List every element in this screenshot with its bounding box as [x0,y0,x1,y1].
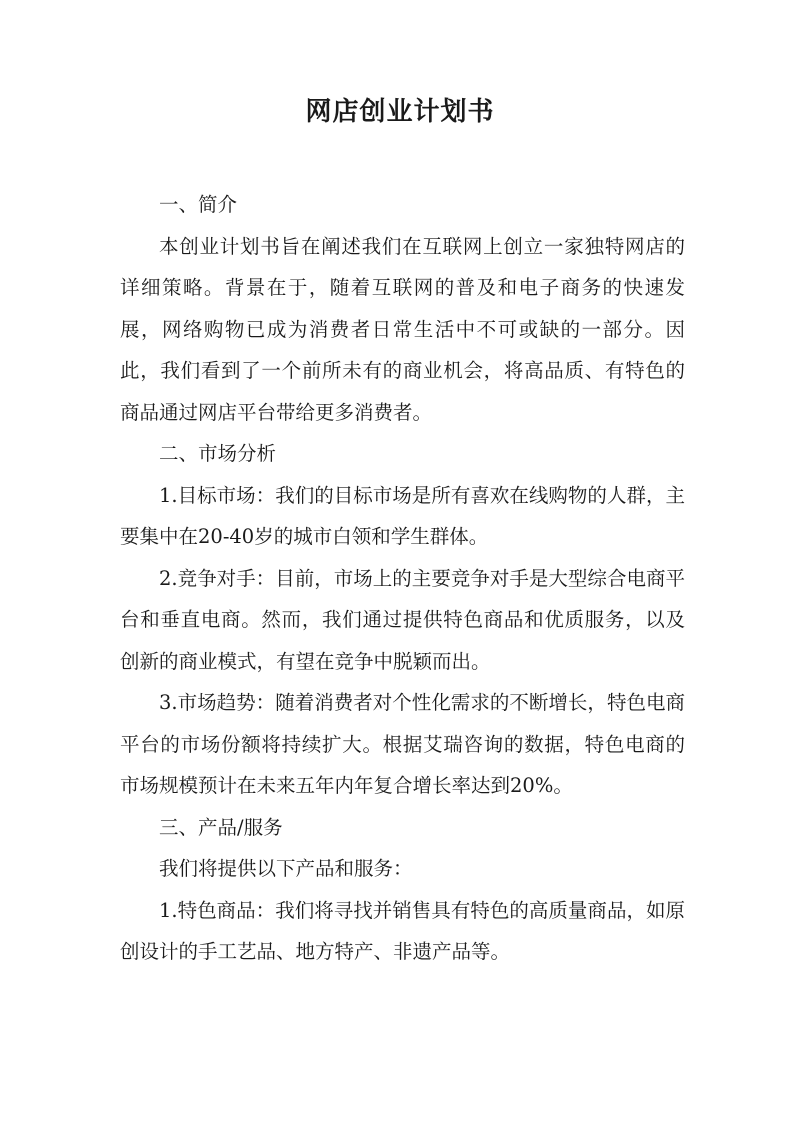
document-body [120,184,685,973]
document-title: 网店创业计划书 [305,97,495,127]
section-heading-products: 三、产品/服务 [159,815,283,839]
paragraph-featured-goods: 1.特色商品：我们将寻找并销售具有特色的高质量商品，如原创设计的手工艺品、地方特产、非遗产品等。 [120,898,685,963]
paragraph-intro: 本创业计划书旨在阐述我们在互联网上创立一家独特网店的详细策略。背景在于，随着互联网的普及和电子商务的快速发展，网络购物已成为消费者日常生活中不可或缺的一部分。因此，我们看到了一个前所未有的商业机会，将高品质、有特色的商品通过网店平台带给更多消费者。 [120,234,685,424]
paragraph-market-trend: 3.市场趋势：随着消费者对个性化需求的不断增长，特色电商平台的市场份额将持续扩大。根据艾瑞咨询的数据，特色电商的市场规模预计在未来五年内年复合增长率达到20%。 [120,691,685,797]
paragraph-products-intro: 我们将提供以下产品和服务： [159,857,413,880]
section-heading-market: 二、市场分析 [159,442,277,465]
paragraph-target-market: 1.目标市场：我们的目标市场是所有喜欢在线购物的人群，主要集中在20-40岁的城市白领和学生群体。 [120,483,685,548]
paragraph-competitors: 2.竞争对手：目前，市场上的主要竞争对手是大型综合电商平台和垂直电商。然而，我们通过提供特色商品和优质服务，以及创新的商业模式，有望在竞争中脱颖而出。 [120,566,685,673]
section-heading-intro: 一、简介 [159,193,238,216]
